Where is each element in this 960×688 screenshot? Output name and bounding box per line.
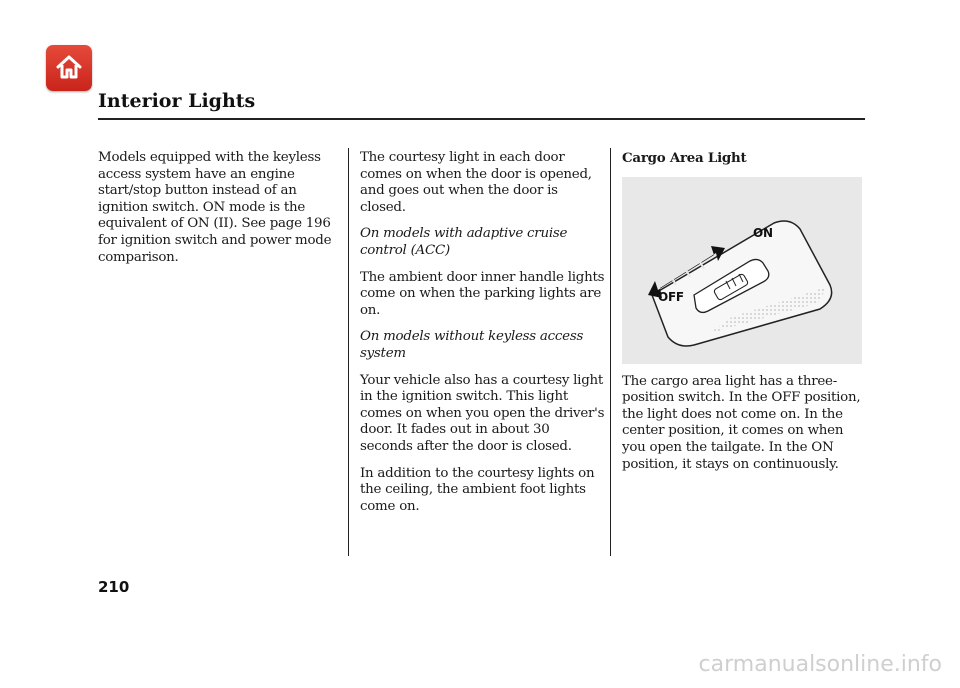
keyless-paragraph: Models equipped with the keyless access system have an engine start/stop button instead of an ignition switch. ON mode is the equivalent of ON (II). See page 196 for ignition switch and power mode comparison. (98, 150, 332, 265)
column-1 (98, 150, 338, 276)
ambient-handle-paragraph: The ambient door inner handle lights come on when the parking lights are on. (360, 269, 605, 318)
off-label: OFF (658, 289, 684, 304)
cargo-light-figure (622, 177, 862, 364)
courtesy-light-paragraph: The courtesy light in each door comes on when the door is opened, and goes out when the door is closed. (360, 150, 592, 215)
column-3 (622, 150, 862, 483)
home-icon (55, 53, 83, 81)
on-label: ON (753, 225, 773, 240)
page-number: 210 (98, 578, 130, 596)
cargo-light-paragraph: The cargo area light has a three-position switch. In the OFF position, the light does not come on. In the center position, it comes on when you open the tailgate. In the ON position, it stays on continuously. (622, 373, 861, 472)
page-title: Interior Lights (98, 90, 256, 112)
cargo-light-heading: Cargo Area Light (622, 150, 747, 166)
cargo-light-illustration (622, 177, 862, 364)
column-2 (360, 150, 605, 525)
watermark: carmanualsonline.info (698, 652, 942, 677)
column-divider (348, 148, 349, 556)
foot-lights-paragraph: In addition to the courtesy lights on the ceiling, the ambient foot lights come on. (360, 465, 595, 514)
title-rule (98, 118, 865, 120)
column-divider (610, 148, 611, 556)
ignition-light-paragraph: Your vehicle also has a courtesy light in the ignition switch. This light comes on when you open the driver's door. It fades out in about 30 seconds after the door is closed. (360, 372, 605, 454)
home-button[interactable] (46, 45, 92, 91)
acc-model-note: On models with adaptive cruise control (ACC) (360, 226, 568, 258)
non-keyless-model-note: On models without keyless access system (360, 329, 584, 361)
